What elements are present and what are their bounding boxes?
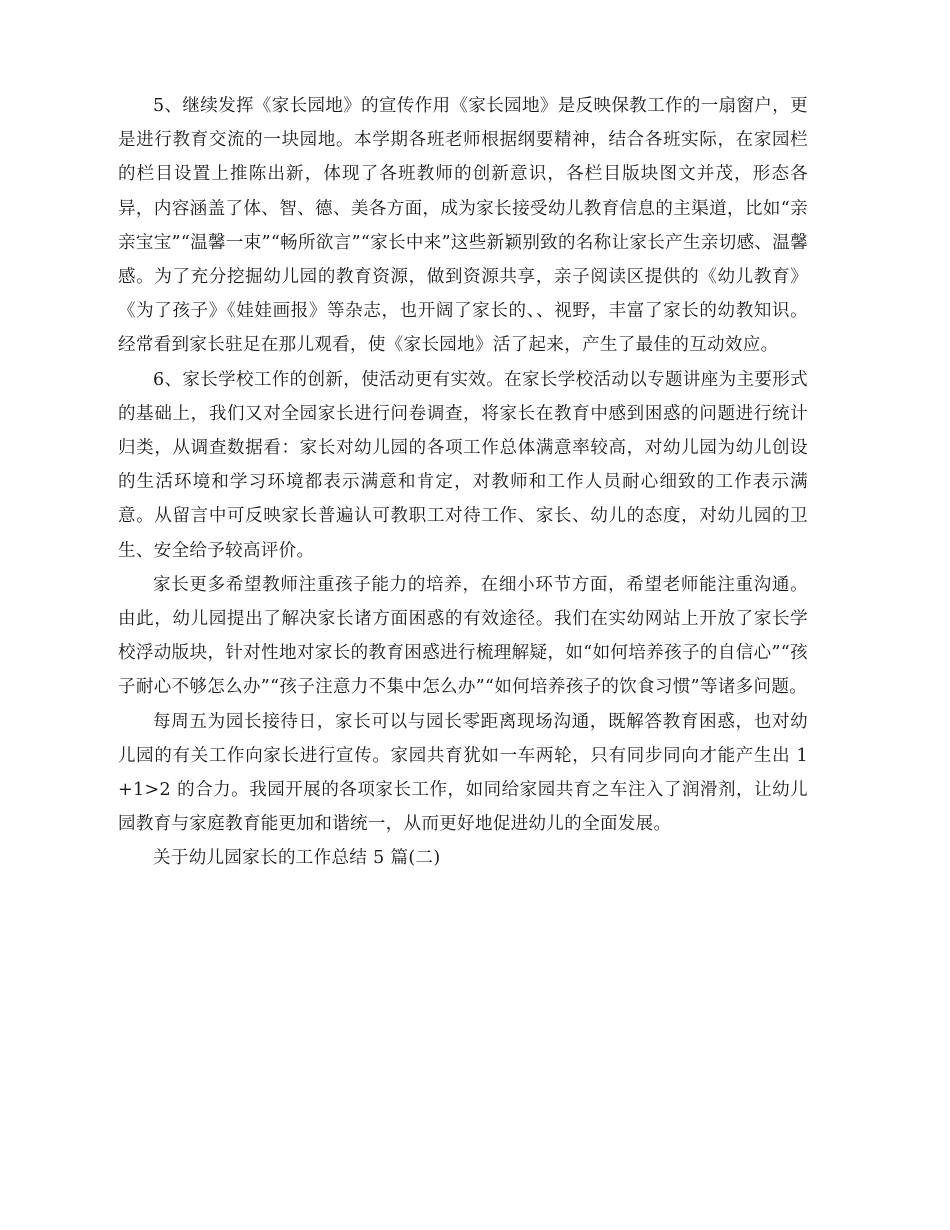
paragraph-parent-expectations: 家长更多希望教师注重孩子能力的培养，在细小环节方面，希望老师能注重沟通。由此，幼儿园提出了解决家长诸方面困惑的有效途径。我们在实幼网站上开放了家长学校浮动版块，针对性地对家长的教育困惑进行梳理解疑，如“如何培养孩子的自信心”“孩子耐心不够怎么办”“孩子注意力不集中怎么办”“如何培养孩子的饮食习惯”等诸多问题。	[118, 574, 808, 698]
paragraph-item-6: 6、家长学校工作的创新，使活动更有实效。在家长学校活动以专题讲座为主要形式的基础上，我们又对全园家长进行问卷调查，将家长在教育中感到困惑的问题进行统计归类，从调查数据看：家长对幼儿园的各项工作总体满意率较高，对幼儿园为幼儿创设的生活环境和学习环境都表示满意和肯定，对教师和工作人员耐心细致的工作表示满意。从留言中可反映家长普遍认可教职工对待工作、家长、幼儿的态度，对幼儿园的卫生、安全给予较高评价。	[118, 369, 808, 561]
paragraph-reception-day: 每周五为园长接待日，家长可以与园长零距离现场沟通，既解答教育困惑，也对幼儿园的有关工作向家长进行宣传。家园共育犹如一车两轮，只有同步同向才能产生出 1+1>2 的合力。我园开展的各项家长工作，如同给家园共育之车注入了润滑剂，让幼儿园教育与家庭教育能更加和谐统一，从而更好地促进幼儿的全面发展。	[118, 711, 808, 835]
document-body	[118, 89, 808, 876]
paragraph-item-5: 5、继续发挥《家长园地》的宣传作用《家长园地》是反映保教工作的一扇窗户，更是进行教育交流的一块园地。本学期各班老师根据纲要精神，结合各班实际，在家园栏的栏目设置上推陈出新，体现了各班教师的创新意识，各栏目版块图文并茂，形态各异，内容涵盖了体、智、德、美各方面，成为家长接受幼儿教育信息的主渠道，比如“亲亲宝宝”“温馨一束”“畅所欲言”“家长中来”这些新颖别致的名称让家长产生亲切感、温馨感。为了充分挖掘幼儿园的教育资源，做到资源共享，亲子阅读区提供的《幼儿教育》《为了孩子》《娃娃画报》等杂志，也开阔了家长的、、视野，丰富了家长的幼教知识。经常看到家长驻足在那儿观看，使《家长园地》活了起来，产生了最佳的互动效应。	[118, 96, 808, 356]
section-heading: 关于幼儿园家长的工作总结 5 篇(二)	[153, 848, 441, 869]
